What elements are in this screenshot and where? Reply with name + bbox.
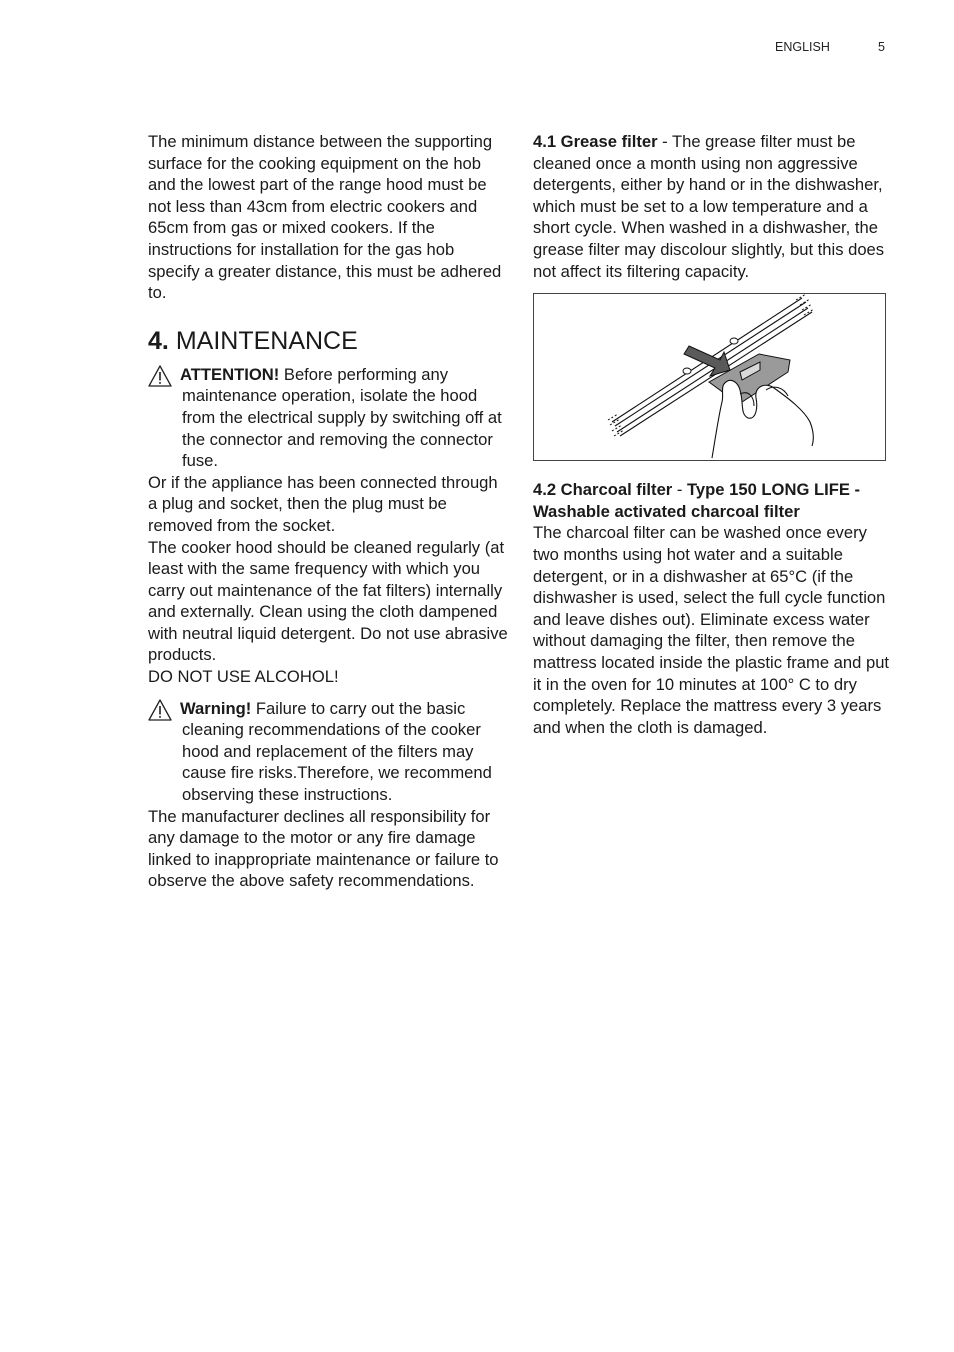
attention-text: Before performing any maintenance operation, isolate the hood from the electrical supply by switching off at the connector and removing the connector fuse. — [182, 364, 502, 471]
attention-label: ATTENTION! — [180, 364, 280, 384]
charcoal-filter-heading: 4.2 Charcoal filter — [533, 480, 673, 500]
warning-notice — [148, 698, 510, 806]
grease-filter-illustration — [533, 293, 886, 461]
grease-filter-text: - The grease filter must be cleaned once a month using non aggressive detergents, either by hand or in the dishwasher, which must be set to a low temperature and a short cycle. When washed in a dishwasher, the grease filter may discolour slightly, but this does not affect its filtering capacity. — [533, 132, 885, 281]
attention-notice — [148, 364, 510, 472]
cleaning-paragraph: The cooker hood should be cleaned regularly (at least with the same frequency with which you carry out maintenance of the fat filters) internally and externally. Clean using the cloth dampened with neutral liquid detergent. Do not use abrasive products. — [148, 537, 508, 665]
left-column — [148, 131, 510, 892]
filter-removal-drawing — [534, 294, 885, 460]
plug-paragraph: Or if the appliance has been connected through a plug and socket, then the plug must be removed from the socket. — [148, 472, 498, 535]
page-number: 5 — [878, 40, 885, 54]
grease-filter-paragraph — [533, 131, 893, 282]
manufacturer-paragraph: The manufacturer declines all responsibility for any damage to the motor or any fire damage linked to inappropriate maintenance or failure to observe the above safety recommendations. — [148, 806, 499, 891]
warning-triangle-icon — [148, 365, 172, 387]
grease-filter-heading: 4.1 Grease filter — [533, 132, 658, 151]
charcoal-filter-separator: - — [672, 480, 688, 500]
warning-triangle-icon — [148, 699, 172, 721]
section-number: 4. — [148, 326, 169, 355]
alcohol-warning: DO NOT USE ALCOHOL! — [148, 667, 339, 687]
charcoal-filter-type: Type 150 LONG LIFE - Washable activated charcoal filter — [533, 480, 861, 521]
charcoal-filter-paragraph: The charcoal filter can be washed once every two months using hot water and a suitable detergent, or in a dishwasher at 65°C (if the dishwasher is used, select the full cycle function and leave dishes out). Eliminate excess water without damaging the filter, then remove the mattress located inside the plastic frame and put it in the oven for 10 minutes at 100° C to dry completely. Replace the mattress every 3 years and when the cloth is damaged. — [533, 523, 890, 737]
warning-text: Failure to carry out the basic cleaning recommendations of the cooker hood and replacement of the filters may cause fire risks.Therefore, we recommend observing these instructions. — [182, 698, 492, 805]
header-language: ENGLISH — [775, 40, 830, 54]
charcoal-filter-heading-line — [533, 479, 893, 522]
right-column — [533, 131, 893, 738]
warning-label: Warning! — [180, 698, 252, 718]
section-title — [148, 326, 510, 356]
intro-paragraph: The minimum distance between the supporting surface for the cooking equipment on the hob and the lowest part of the range hood must be not less than 43cm from electric cookers and 65cm from gas or mixed cookers. If the instructions for installation for the gas hob specify a greater distance, this must be adhered to. — [148, 132, 502, 303]
section-title-text: MAINTENANCE — [175, 326, 358, 355]
